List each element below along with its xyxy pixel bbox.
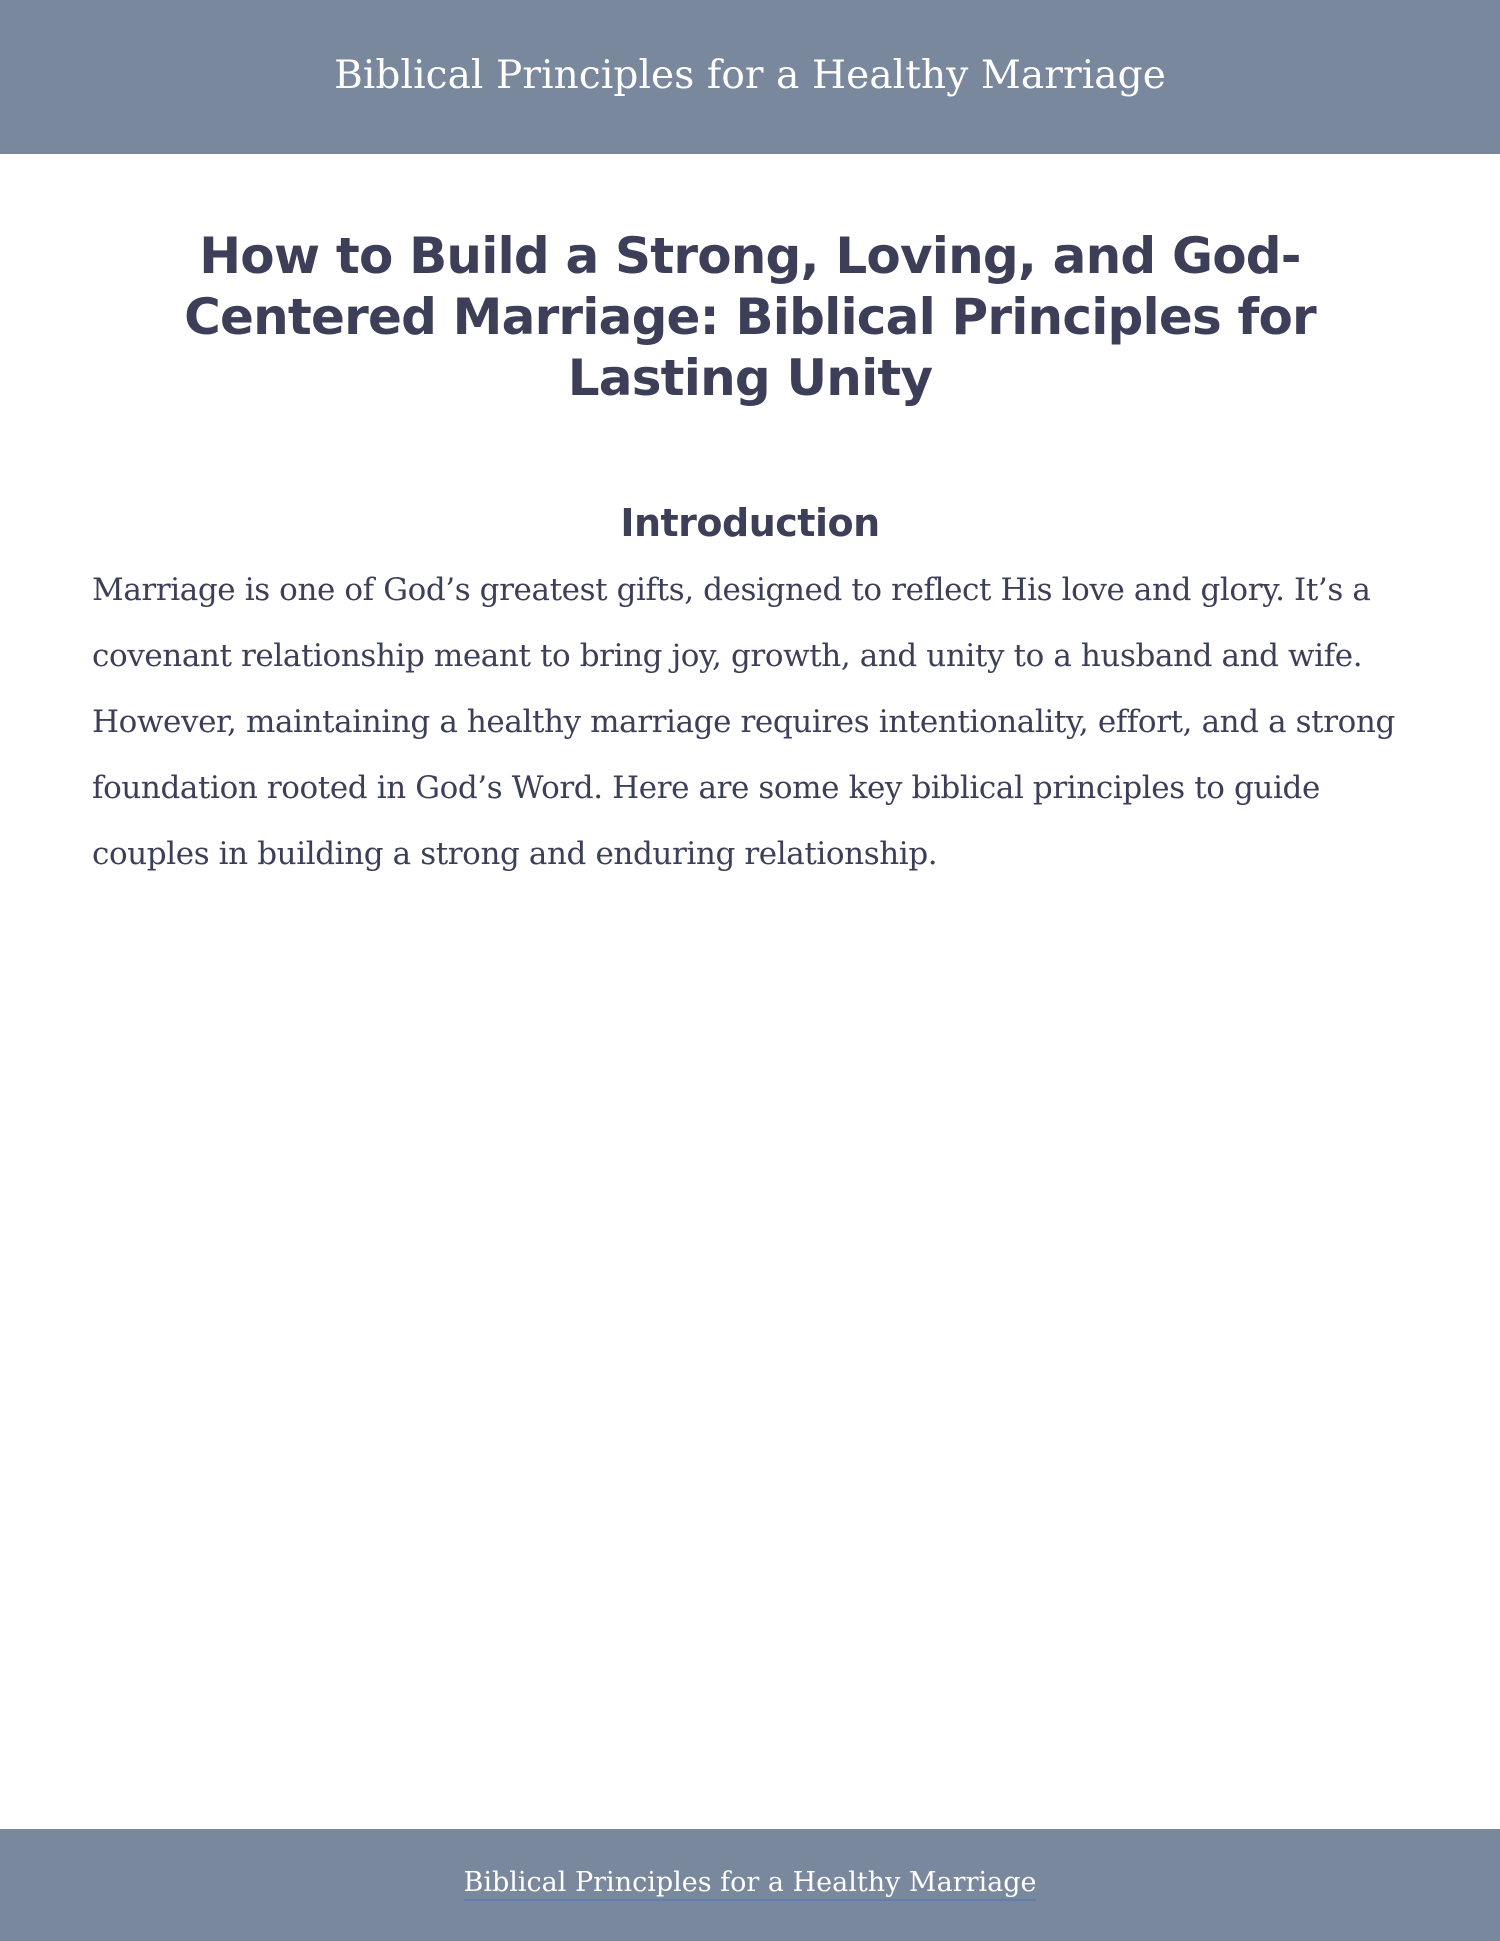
article-title: How to Build a Strong, Loving, and God-Centered Marriage: Biblical Principles for Lasting Unity — [184, 227, 1316, 407]
introduction-section — [92, 499, 1408, 887]
site-title: Biblical Principles for a Healthy Marriage — [334, 52, 1166, 98]
introduction-paragraph: Marriage is one of God’s greatest gifts, designed to reflect His love and glory. It’s a covenant relationship meant to bring joy, growth, and unity to a husband and wife. However, maintaining a healthy marriage requires intentionality, effort, and a strong foundation rooted in God’s Word. Here are some key biblical principles to guide couples in building a strong and enduring relationship. — [92, 572, 1395, 872]
header-banner — [0, 0, 1500, 154]
footer-banner — [0, 1829, 1500, 1941]
section-heading: Introduction — [620, 501, 880, 545]
footer-home-link[interactable]: Biblical Principles for a Healthy Marriage — [464, 1867, 1037, 1901]
article-content — [92, 226, 1408, 887]
